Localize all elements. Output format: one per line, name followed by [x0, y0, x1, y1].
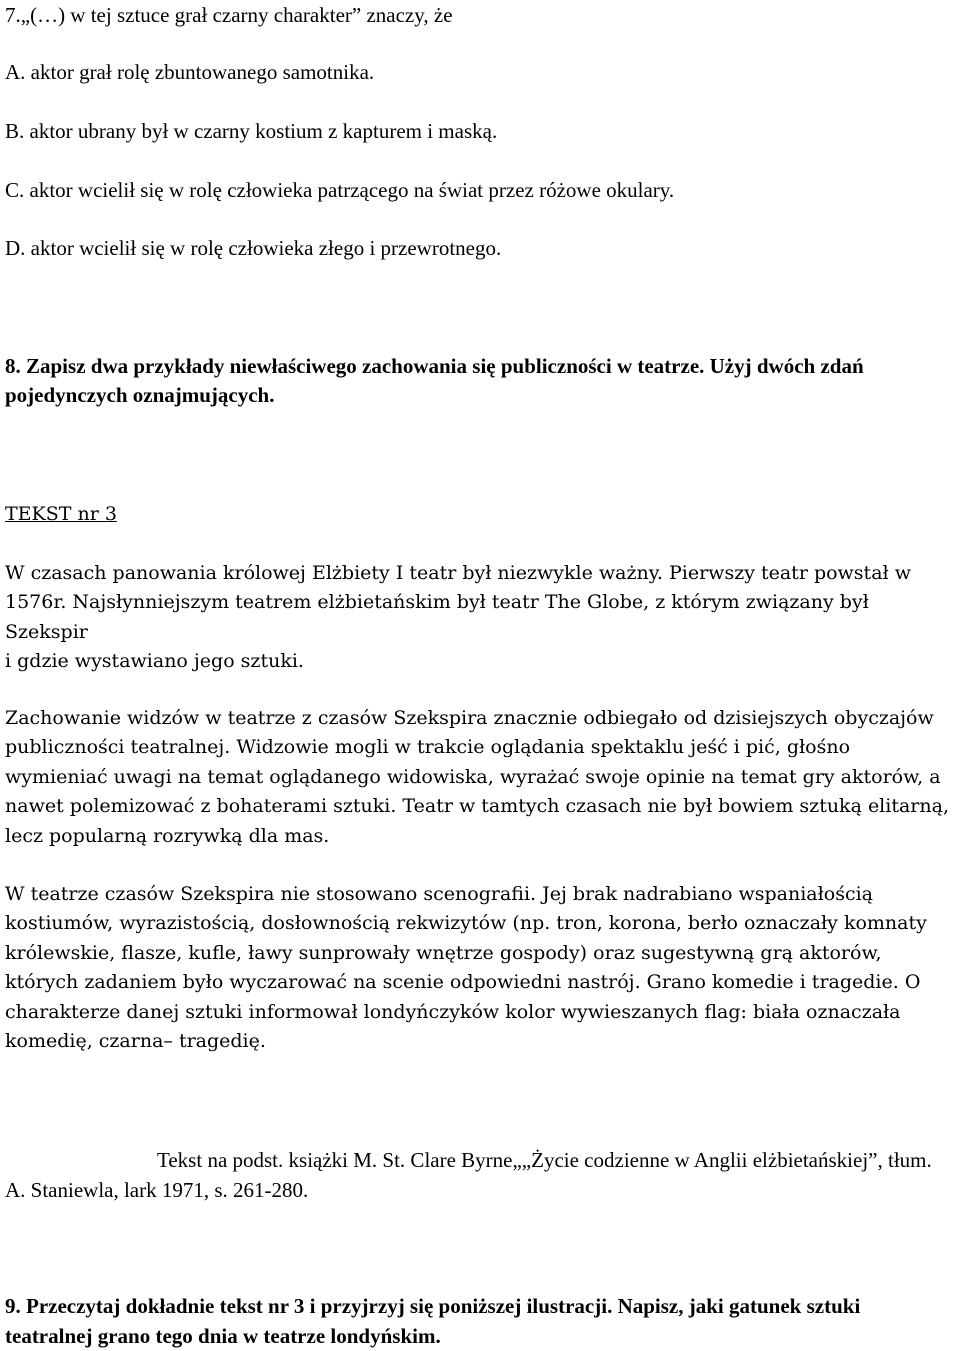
question-7-option-d: D. aktor wcielił się w rolę człowieka złego i przewrotnego. [5, 236, 502, 260]
question-8-title: 8. Zapisz dwa przykłady niewłaściwego zachowania się publiczności w teatrze. Użyj dwóch zdań pojedynczych oznajmujących. [5, 354, 864, 407]
text-3-source-citation: Tekst na podst. książki M. St. Clare Byrne„„Życie codzienne w Anglii elżbietańskiej”, tłum. A. Staniewla, lark 1971, s. 261-280. [5, 1148, 932, 1202]
question-7-option-c: C. aktor wcielił się w rolę człowieka patrzącego na świat przez różowe okulary. [5, 178, 675, 202]
text-3-paragraph-1-tail: i gdzie wystawiano jego sztuki. [5, 650, 304, 673]
question-7-title: 7.„(…) w tej sztuce grał czarny charakter” znaczy, że [5, 3, 453, 27]
question-7-option-a: A. aktor grał rolę zbuntowanego samotnika. [5, 60, 375, 84]
text-3-source [5, 1145, 950, 1205]
text-3-heading: TEKST nr 3 [5, 503, 117, 525]
text-3-paragraph-2: Zachowanie widzów w teatrze z czasów Szekspira znacznie odbiegało od dzisiejszych obyczajów publiczności teatralnej. Widzowie mogli w trakcie oglądania spektaklu jeść i pić, głośno wymieniać uwagi na temat oglądanego widowiska, wyrażać swoje opinie na temat gry aktorów, a nawet polemizować z bohaterami sztuki. Teatr w tamtych czasach nie był bowiem sztuką elitarną, lecz popularną rozrywką dla mas. [5, 707, 949, 847]
text-3-paragraph-1-main: W czasach panowania królowej Elżbiety I teatr był niezwykle ważny. Pierwszy teatr powstał w 1576r. Najsłynniejszym teatrem elżbietańskim był teatr The Globe, z którym związany był Szekspir [5, 562, 911, 643]
question-9-title: 9. Przeczytaj dokładnie tekst nr 3 i przyjrzyj się poniższej ilustracji. Napisz, jaki gatunek sztuki teatralnej grano tego dnia w teatrze londyńskim. [5, 1294, 861, 1348]
text-3-paragraph-1 [5, 559, 950, 677]
question-7-option-b: B. aktor ubrany był w czarny kostium z kapturem i maską. [5, 119, 498, 143]
text-3-paragraph-3: W teatrze czasów Szekspira nie stosowano scenografii. Jej brak nadrabiano wspaniałością kostiumów, wyrazistością, dosłownością rekwizytów (np. tron, korona, berło oznaczały komnaty królewskie, flasze, kufle, ławy sunprowały wnętrze gospody) oraz sugestywną grą aktorów, których zadaniem było wyczarować na scenie odpowiedni nastrój. Grano komedie i tragedie. O charakterze danej sztuki informował londyńczyków kolor wywieszanych flag: biała oznaczała komedię, czarna– tragedię. [5, 883, 927, 1053]
